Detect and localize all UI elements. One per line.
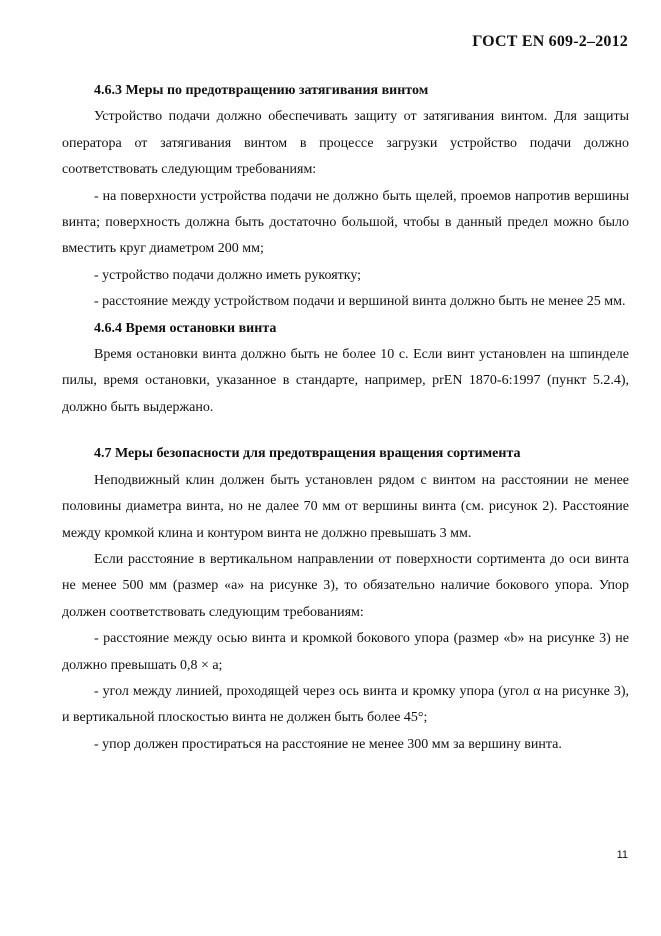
list-item: - расстояние между устройством подачи и вершиной винта должно быть не менее 25 мм. [94,294,626,310]
paragraph: Время остановки винта должно быть не более 10 с. Если винт установлен на шпинделе пилы, время остановки, указанное в стандарте, например, prEN 1870-6:1997 (пункт 5.2.4), должно быть выдержано. [62,347,629,415]
document-header: ГОСТ EN 609-2–2012 [472,33,628,50]
list-item: - угол между линией, проходящей через ось винта и кромку упора (угол α на рисунке 3), и вертикальной плоскостью винта не должен быть более 45°; [62,683,629,726]
list-item: - упор должен простираться на расстояние не менее 300 мм за вершину винта. [94,736,562,752]
list-item: - устройство подачи должно иметь рукоятку; [94,267,362,283]
paragraph: Если расстояние в вертикальном направлении от поверхности сортимента до оси винта не менее 500 мм (размер «a» на рисунке 3), то обязательно наличие бокового упора. Упор должен соответствовать следующим требованиям: [62,551,629,620]
document-body [62,78,629,758]
paragraph: Неподвижный клин должен быть установлен рядом с винтом на расстоянии не менее половины диаметра винта, но не далее 70 мм от вершины винта (см. рисунок 2). Расстояние между кромкой клина и контуром винта не должно превышать 3 мм. [62,472,629,541]
list-item: - на поверхности устройства подачи не должно быть щелей, проемов напротив вершины винта; поверхность должна быть достаточно большой, чтобы в данный предел можно было вместить круг диаметром 200 мм; [62,188,629,257]
page-number: 11 [616,849,628,861]
paragraph: Устройство подачи должно обеспечивать защиту от затягивания винтом. Для защиты оператора от затягивания винтом в процессе загрузки устройство подачи должно соответствовать следующим требованиям: [62,109,629,178]
heading-4-6-3: 4.6.3 Меры по предотвращению затягивания винтом [94,83,429,98]
section-spacer [62,421,629,441]
heading-4-6-4: 4.6.4 Время остановки винта [94,320,277,336]
list-item: - расстояние между осью винта и кромкой бокового упора (размер «b» на рисунке 3) не должно превышать 0,8 × a; [62,631,629,673]
heading-4-7: 4.7 Меры безопасности для предотвращения вращения сортимента [94,446,521,462]
